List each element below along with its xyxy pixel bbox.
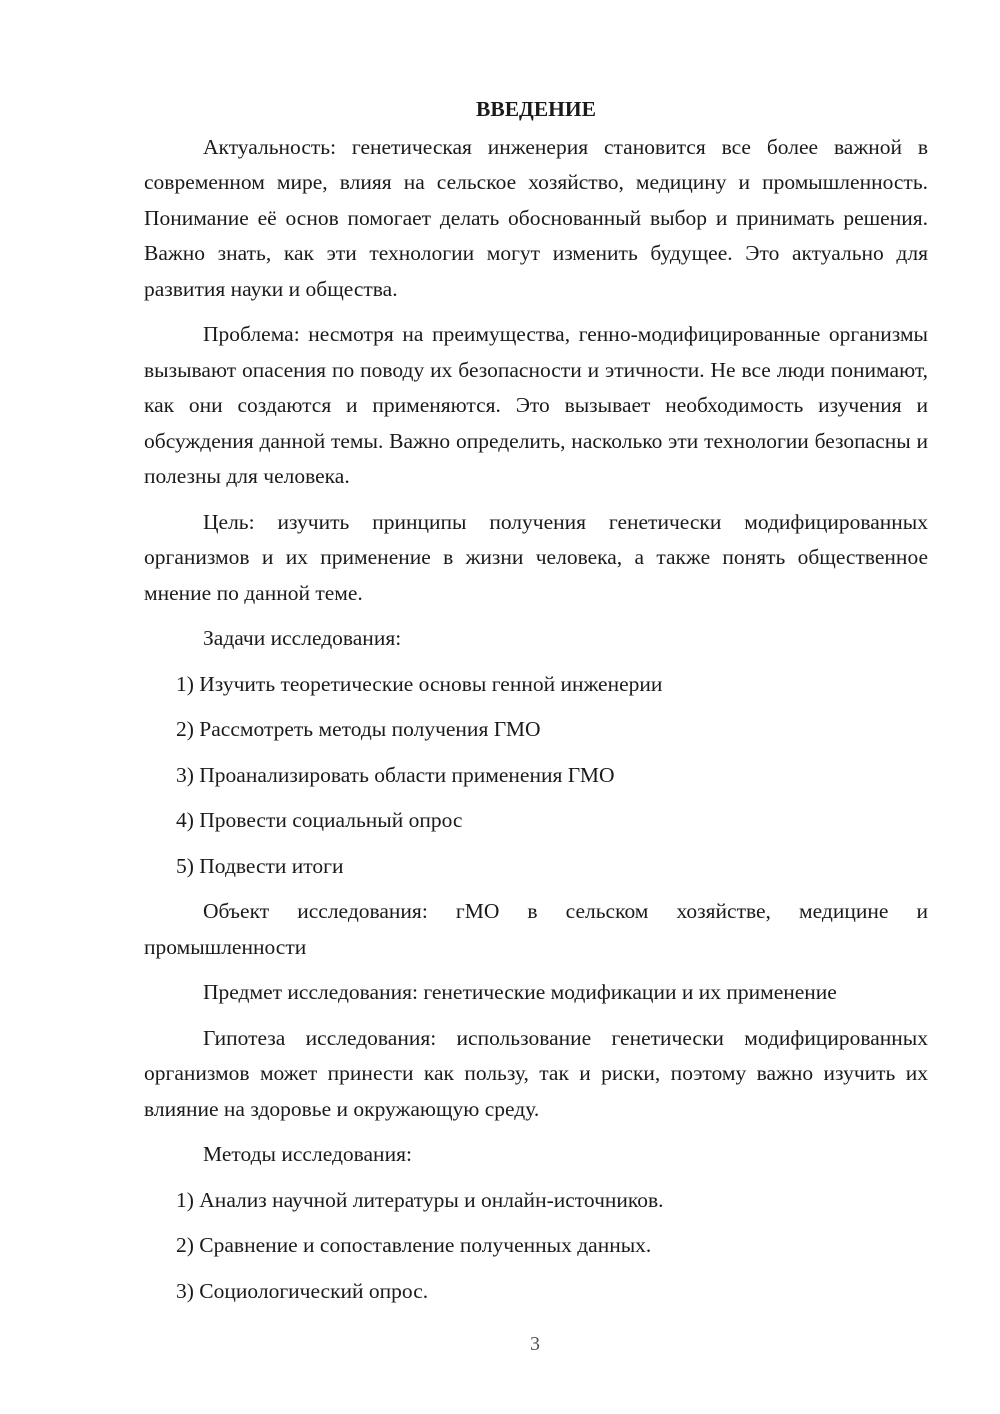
list-item: 4) Провести социальный опрос xyxy=(176,808,463,832)
methods-list xyxy=(144,1183,928,1310)
list-item: 2) Сравнение и сопоставление полученных данных. xyxy=(176,1233,652,1257)
section-title: ВВЕДЕНИЕ xyxy=(476,97,596,121)
list-item: 2) Рассмотреть методы получения ГМО xyxy=(176,717,541,741)
page-number: 3 xyxy=(530,1333,540,1355)
document-page xyxy=(144,92,928,1319)
methods-heading: Методы исследования: xyxy=(203,1142,412,1166)
list-item: 5) Подвести итоги xyxy=(176,853,344,878)
list-item: 1) Анализ научной литературы и онлайн-источников. xyxy=(176,1187,664,1212)
list-item: 3) Проанализировать области применения ГМО xyxy=(176,762,615,787)
tasks-heading: Задачи исследования: xyxy=(203,626,402,650)
object-paragraph: Объект исследования: гМО в сельском хозяйстве, медицине и промышленности xyxy=(144,899,928,959)
list-item: 1) Изучить теоретические основы генной инженерии xyxy=(176,671,663,696)
goal-paragraph: Цель: изучить принципы получения генетически модифицированных организмов и их применение в жизни человека, а также понять общественное мнение по данной теме. xyxy=(144,509,928,605)
hypothesis-paragraph: Гипотеза исследования: использование генетически модифицированных организмов может принести как пользу, так и риски, поэтому важно изучить их влияние на здоровье и окружающую среду. xyxy=(144,1025,928,1121)
relevance-paragraph: Актуальность: генетическая инженерия становится все более важной в современном мире, влияя на сельское хозяйство, медицину и промышленность. Понимание её основ помогает делать обоснованный выбор и принимать решения. Важно знать, как эти технологии могут изменить будущее. Это актуально для развития науки и общества. xyxy=(144,134,928,301)
list-item: 3) Социологический опрос. xyxy=(176,1278,429,1303)
subject-paragraph: Предмет исследования: генетические модификации и их применение xyxy=(203,980,837,1004)
problem-paragraph: Проблема: несмотря на преимущества, генно-модифицированные организмы вызывают опасения по поводу их безопасности и этичности. Не все люди понимают, как они создаются и применяются. Это вызывает необходимость изучения и обсуждения данной темы. Важно определить, насколько эти технологии безопасны и полезны для человека. xyxy=(144,322,928,488)
tasks-list xyxy=(144,667,928,885)
